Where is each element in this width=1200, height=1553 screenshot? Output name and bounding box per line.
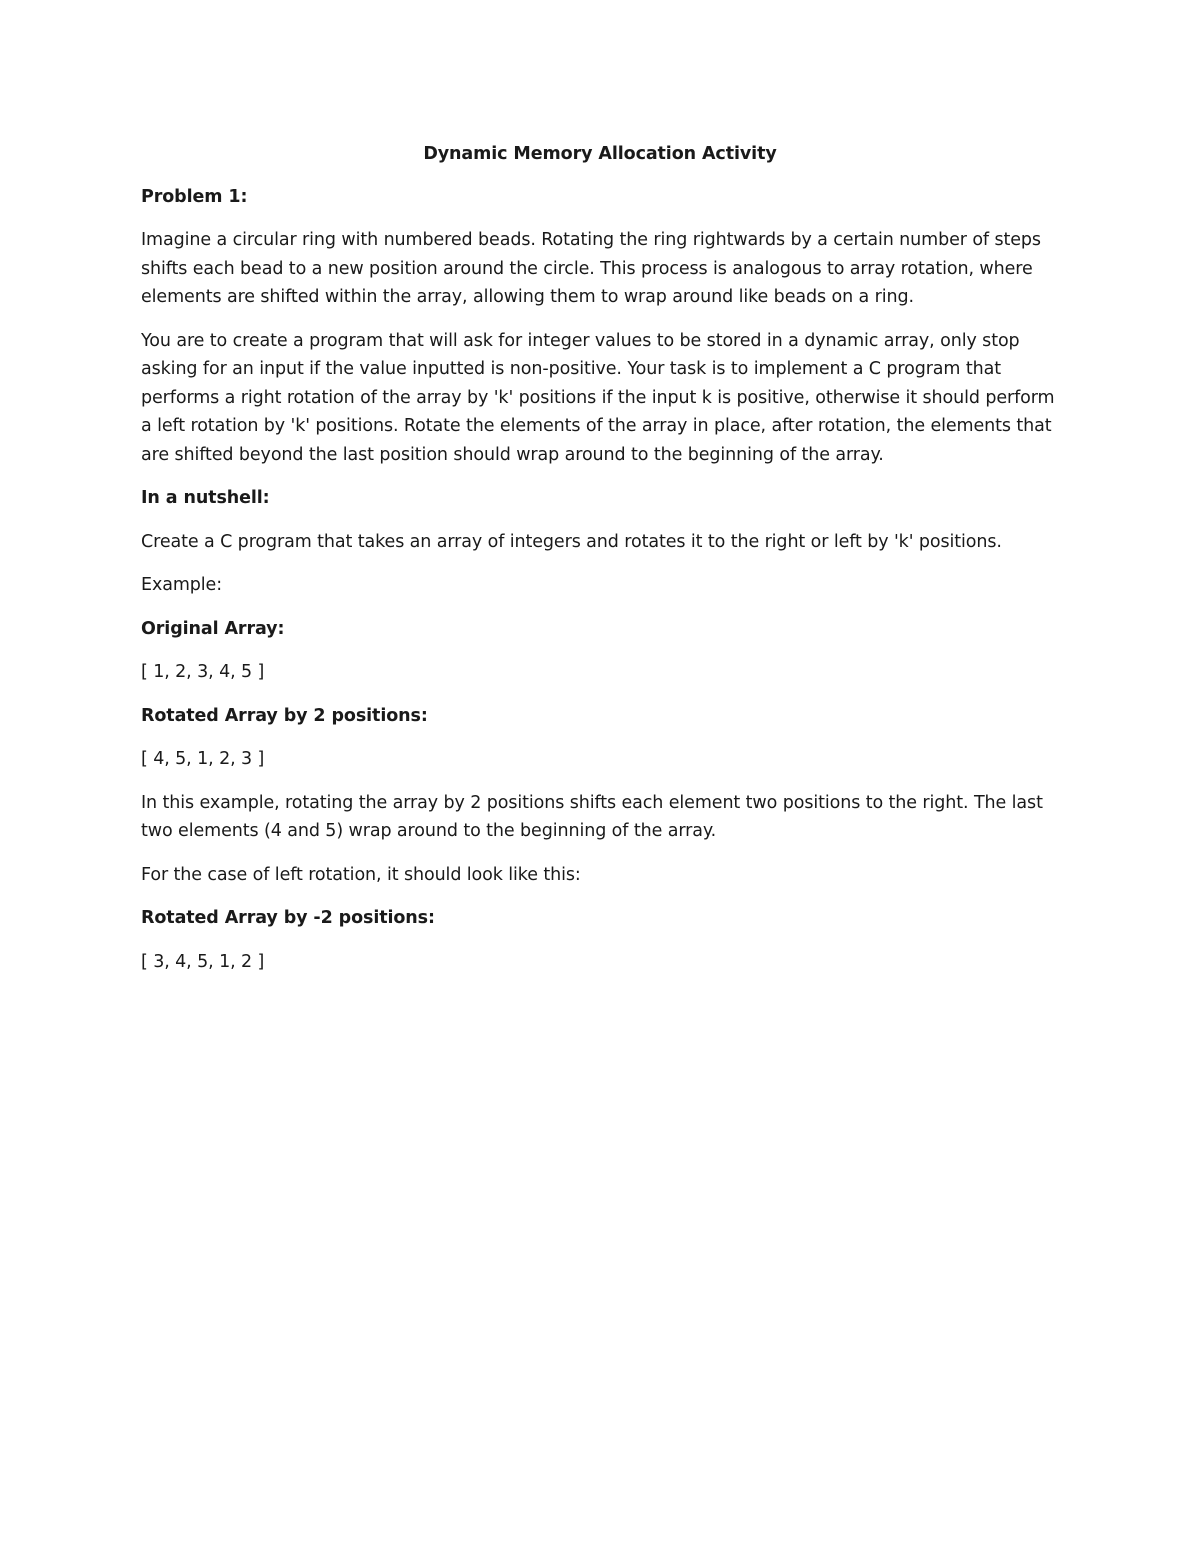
original-array-heading: Original Array: xyxy=(141,618,285,639)
rotated-right-array: [ 4, 5, 1, 2, 3 ] xyxy=(141,749,265,769)
task-paragraph: You are to create a program that will ask for integer values to be stored in a dynamic array, only stop asking for an input if the value inputted is non-positive. Your task is to implement a C program that performs a right rotation of the array by 'k' positions if the input k is positive, otherwise it should perform a left rotation by 'k' positions. Rotate the elements of the array in place, after rotation, the elements that are shifted beyond the last position should wrap around to the beginning of the array. xyxy=(141,330,1055,465)
nutshell-heading: In a nutshell: xyxy=(141,488,270,508)
document-body xyxy=(141,140,1059,991)
document-title: Dynamic Memory Allocation Activity xyxy=(423,144,777,164)
example-label: Example: xyxy=(141,575,223,595)
rotated-right-heading: Rotated Array by 2 positions: xyxy=(141,705,428,726)
intro-paragraph: Imagine a circular ring with numbered beads. Rotating the ring rightwards by a certain number of steps shifts each bead to a new position around the circle. This process is analogous to array rotation, where elements are shifted within the array, allowing them to wrap around like beads on a ring. xyxy=(141,230,1041,307)
rotated-left-heading: Rotated Array by -2 positions: xyxy=(141,908,435,928)
left-rotation-intro: For the case of left rotation, it should look like this: xyxy=(141,864,581,885)
example-explanation: In this example, rotating the array by 2 positions shifts each element two positions to the right. The last two elements (4 and 5) wrap around to the beginning of the array. xyxy=(141,792,1043,841)
original-array: [ 1, 2, 3, 4, 5 ] xyxy=(141,662,265,682)
problem-heading: Problem 1: xyxy=(141,186,248,207)
nutshell-text: Create a C program that takes an array of integers and rotates it to the right or left by 'k' positions. xyxy=(141,531,1002,552)
rotated-left-array: [ 3, 4, 5, 1, 2 ] xyxy=(141,951,265,972)
